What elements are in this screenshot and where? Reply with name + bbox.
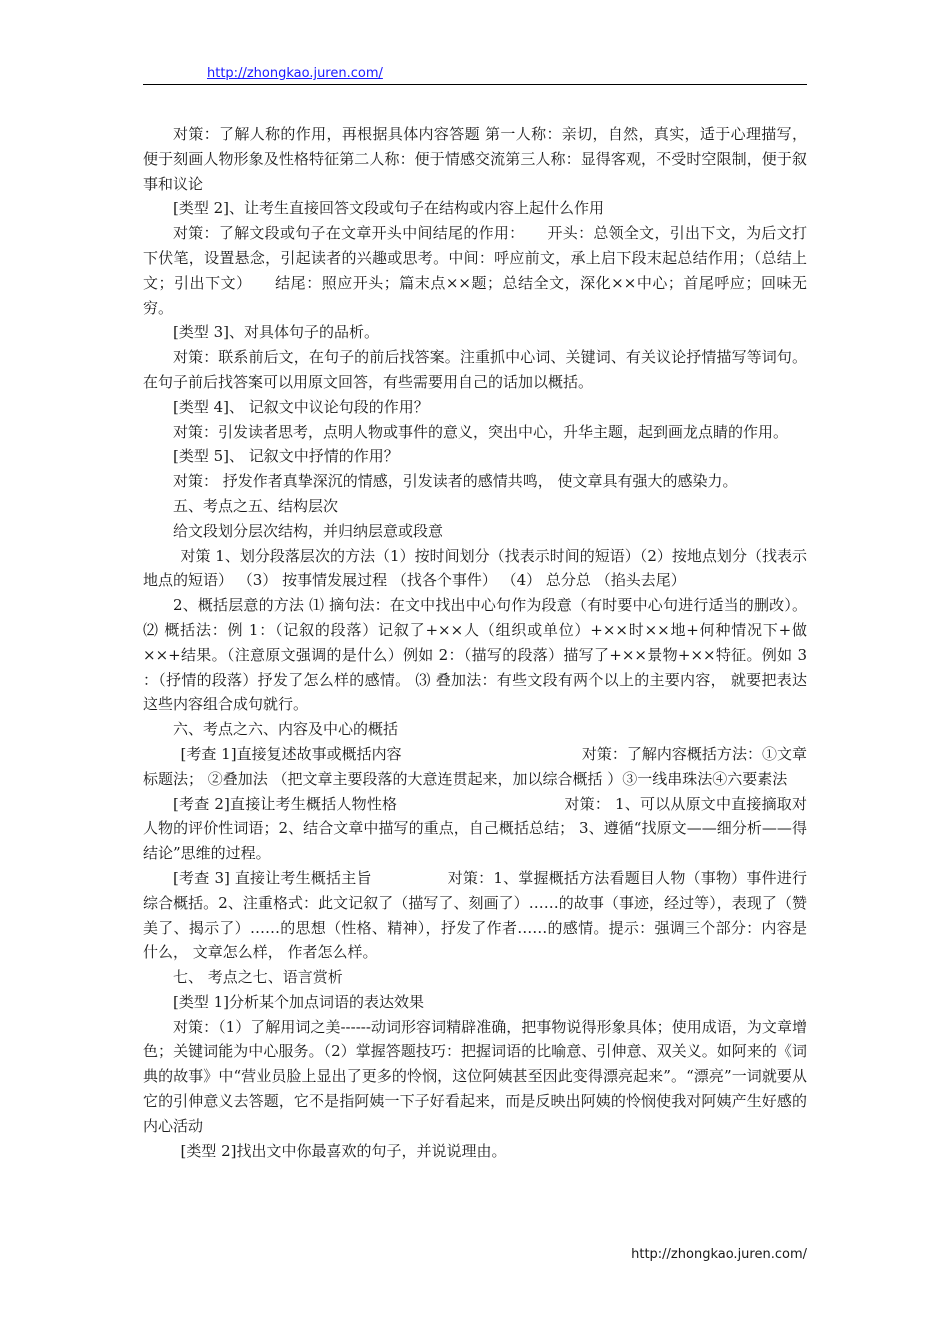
- paragraph-lyric-strategy: 对策： 抒发作者真挚深沉的情感，引发读者的感情共鸣， 使文章具有强大的感染力。: [173, 472, 738, 491]
- footer-url[interactable]: http://zhongkao.juren.com/: [631, 1247, 807, 1262]
- paragraph-layer-method: 对策 1、划分段落层次的方法（1）按时间划分（找表示时间的短语）（2）按地点划分（找表示地点的短语） （3） 按事情发展过程 （找各个事件） （4） 总分总 （掐头去尾）: [143, 546, 807, 590]
- section-heading-7: 七、 考点之七、语言赏析: [173, 968, 343, 987]
- paragraph-structure-strategy: 对策：了解文段或句子在文章开头中间结尾的作用： 开头：总领全文，引出下文，为后文打下伏笔，设置悬念，引起读者的兴趣或思考。中间：呼应前文，承上启下段末起总结作用；（总结上文；引出下文） 结尾：照应开头；篇末点××题；总结全文，深化××中心；首尾呼应；回味无穷。: [143, 224, 807, 317]
- heading-type-3: [类型 3]、对具体句子的品析。: [173, 323, 380, 342]
- header-divider: [143, 84, 807, 85]
- heading-type-5: [类型 5]、 记叙文中抒情的作用？: [173, 447, 399, 466]
- paragraph-summary-method: 2、概括层意的方法 ⑴ 摘句法：在文中找出中心句作为段意（有时要中心句进行适当的删改）。 ⑵ 概括法：例 1：（记叙的段落）记叙了+××人（组织或单位）+××时××地+何种情况下+做××+结果。（注意原文强调的是什么）例如 2：（描写的段落）描写了+××景物+××特征。例如 3 ：（抒情的段落）抒发了怎么样的感情。 ⑶ 叠加法：有些文段有两个以上的主要内容， 就要把表达这些内容组合成句就行。: [143, 596, 807, 714]
- heading-type-4: [类型 4]、 记叙文中议论句段的作用？: [173, 397, 429, 416]
- heading-language-type-1: [类型 1]分析某个加点词语的表达效果: [173, 992, 425, 1011]
- document-body: [143, 122, 807, 1163]
- section-heading-5: 五、考点之五、结构层次: [173, 496, 339, 515]
- paragraph-person-strategy: 对策：了解人称的作用，再根据具体内容答题 第一人称：亲切，自然，真实，适于心理描写，便于刻画人物形象及性格特征第二人称：便于情感交流第三人称：显得客观，不受时空限制，便于叙事和议论: [143, 125, 807, 193]
- paragraph-exam-1: [考查 1]直接复述故事或概括内容 对策：了解内容概括方法：①文章标题法； ②叠加法 （把文章主要段落的大意连贯起来，加以综合概括 ）③一线串珠法④六要素法: [143, 744, 807, 788]
- paragraph-argument-strategy: 对策：引发读者思考，点明人物或事件的意义，突出中心，升华主题，起到画龙点睛的作用。: [173, 422, 789, 441]
- section-heading-6: 六、考点之六、内容及中心的概括: [173, 720, 399, 739]
- paragraph-language-strategy: 对策：（1）了解用词之美------动词形容词精辟准确，把事物说得形象具体；使用成语，为文章增色；关键词能为中心服务。（2）掌握答题技巧：把握词语的比喻意、引伸意、双关义。如阿来的《词典的故事》中“营业员脸上显出了更多的怜悯，这位阿姨甚至因此变得漂亮起来”。“漂亮”一词就要从它的引伸意义去答题，它不是指阿姨一下子好看起来，而是反映出阿姨的怜悯使我对阿姨产生好感的内心活动: [143, 1017, 807, 1135]
- paragraph-exam-2: [考查 2]直接让考生概括人物性格 对策： 1、可以从原文中直接摘取对人物的评价性词语；2、结合文章中描写的重点，自己概括总结； 3、遵循“找原文——细分析——得结论”思维的过程。: [143, 794, 807, 863]
- paragraph-exam-3: [考查 3] 直接让考生概括主旨 对策：1、掌握概括方法看题目人物（事物）事件进行综合概括。2、注重格式：此文记叙了（描写了、刻画了）……的故事（事迹，经过等），表现了（赞美了、揭示了）……的思想（性格、精神），抒发了作者……的感情。提示：强调三个部分：内容是什么， 文章怎么样， 作者怎么样。: [143, 868, 807, 962]
- heading-language-type-2: [类型 2]找出文中你最喜欢的句子，并说说理由。: [180, 1141, 507, 1160]
- paragraph-sentence-strategy: 对策：联系前后文，在句子的前后找答案。注重抓中心词、关键词、有关议论抒情描写等词句。在句子前后找答案可以用原文回答，有些需要用自己的话加以概括。: [143, 348, 807, 391]
- heading-type-2: [类型 2]、让考生直接回答文段或句子在结构或内容上起什么作用: [173, 199, 605, 218]
- paragraph-structure-intro: 给文段划分层次结构，并归纳层意或段意: [173, 521, 444, 540]
- header-url-link[interactable]: http://zhongkao.juren.com/: [207, 66, 383, 81]
